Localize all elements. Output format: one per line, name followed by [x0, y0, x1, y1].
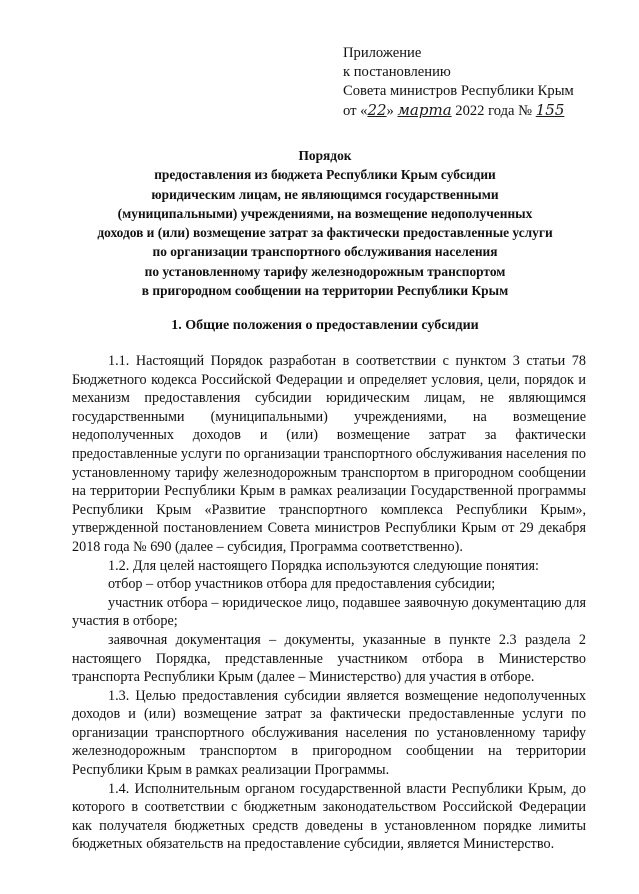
- document-title: [60, 146, 590, 300]
- section-heading: 1. Общие положения о предоставлении субсидии: [171, 318, 479, 333]
- title-line: юридическим лицам, не являющимся государственными: [151, 186, 499, 202]
- appendix-header: [343, 44, 574, 121]
- definition-selection: отбор – отбор участников отбора для предоставления субсидии;: [108, 576, 496, 593]
- appendix-council: Совета министров Республики Крым: [343, 83, 574, 99]
- document-body: [72, 352, 586, 854]
- title-line: Порядок: [298, 148, 352, 163]
- title-line: по установленному тарифу железнодорожным транспортом: [144, 263, 506, 279]
- date-prefix: от «: [343, 103, 368, 119]
- paragraph-1-2: 1.2. Для целей настоящего Порядка используются следующие понятия:: [108, 557, 539, 574]
- date-sep: »: [386, 103, 398, 119]
- title-line: доходов и (или) возмещение затрат за фактически предоставленные услуги: [97, 225, 553, 241]
- title-line: в пригородном сообщении на территории Республики Крым: [141, 283, 509, 299]
- date-year: 2022 года №: [451, 103, 536, 119]
- date-day: 22: [367, 101, 387, 119]
- resolution-number: 155: [535, 101, 565, 119]
- appendix-label: Приложение: [343, 45, 422, 61]
- appendix-resolution: к постановлению: [343, 64, 451, 80]
- paragraph-1-1: 1.1. Настоящий Порядок разработан в соответствии с пунктом 3 статьи 78 Бюджетного кодекса Российской Федерации и определяет условия, цели, порядок и механизм предоставления субсидии юридическим лицам, не являющимся государственными (муниципальными) учреждениями, на возмещение недополученных доходов и (или) возмещение затрат за фактически предоставленные услуги по организации транспортного обслуживания населения по установленному тарифу железнодорожным транспортом в пригородном сообщении на территории Республики Крым в рамках реализации Государственной программы Республики Крым «Развитие транспортного комплекса Республики Крым», утвержденной постановлением Совета министров Республики Крым от 29 декабря 2018 года № 690 (далее – субсидия, Программа соответственно).: [72, 353, 586, 555]
- definition-documentation: заявочная документация – документы, указанные в пункте 2.3 раздела 2 настоящего Порядка, представленные участником отбора в Министерство транспорта Республики Крым (далее – Министерство) для участия в отборе.: [72, 631, 586, 686]
- title-line: по организации транспортного обслуживания населения: [152, 244, 498, 260]
- title-line: предоставления из бюджета Республики Крым субсидии: [154, 167, 496, 183]
- title-line: (муниципальными) учреждениями, на возмещение недополученных: [117, 205, 533, 221]
- paragraph-1-4: 1.4. Исполнительным органом государственной власти Республики Крым, до которого в соответствии с бюджетным законодательством Российской Федерации как получателя бюджетных средств доведены в установленном порядке лимиты бюджетных обязательств на предоставление субсидии, является Министерство.: [72, 780, 586, 853]
- appendix-date-line: [343, 101, 574, 121]
- paragraph-1-3: 1.3. Целью предоставления субсидии является возмещение недополученных доходов и (или) возмещение затрат за фактически предоставленные услуги по организации транспортного обслуживания населения по установленному тарифу железнодорожным транспортом в пригородном сообщении на территории Республики Крым в рамках реализации Программы.: [72, 687, 586, 779]
- date-month: марта: [397, 101, 452, 119]
- definition-participant: участник отбора – юридическое лицо, подавшее заявочную документацию для участия в отборе;: [72, 594, 586, 630]
